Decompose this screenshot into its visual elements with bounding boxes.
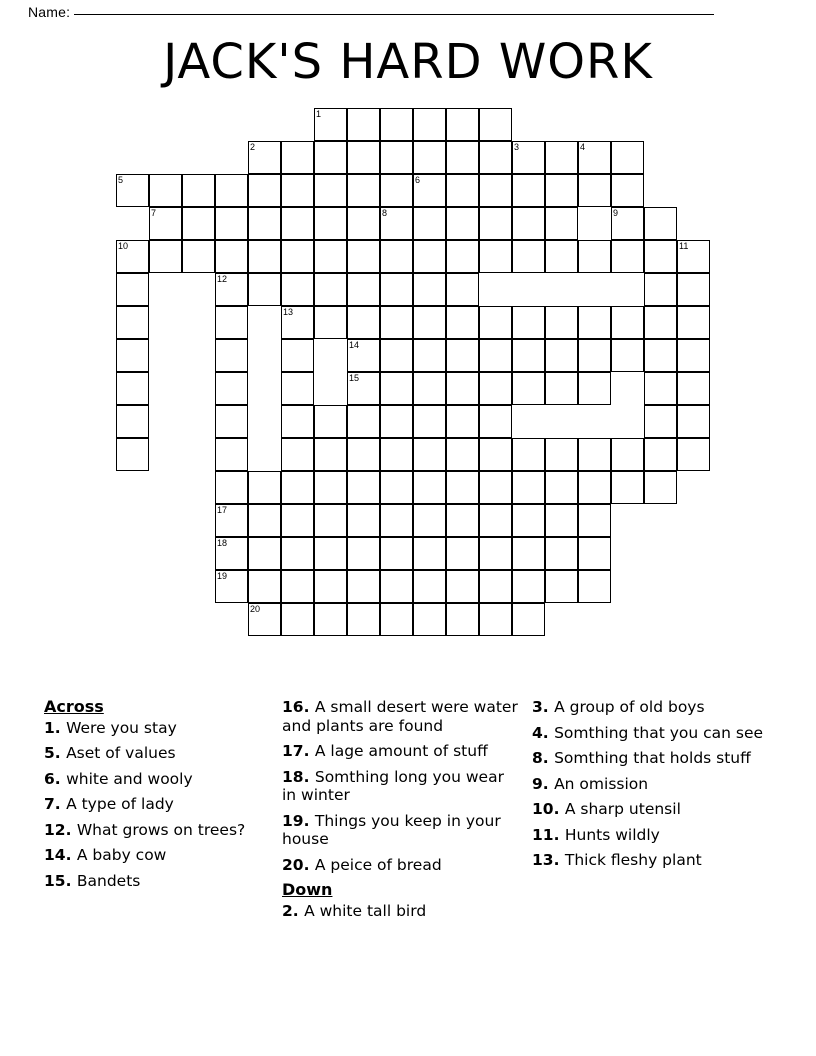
- grid-cell[interactable]: [512, 306, 545, 339]
- grid-cell[interactable]: [347, 108, 380, 141]
- grid-cell[interactable]: [578, 306, 611, 339]
- grid-cell[interactable]: [512, 372, 545, 405]
- grid-cell[interactable]: [611, 438, 644, 471]
- grid-cell[interactable]: [248, 207, 281, 240]
- clue-column-2: [282, 698, 522, 927]
- clue-text: Were you stay: [66, 718, 177, 737]
- grid-cell[interactable]: [578, 537, 611, 570]
- grid-cell[interactable]: [413, 240, 446, 273]
- grid-cell[interactable]: [215, 306, 248, 339]
- grid-cell[interactable]: [314, 207, 347, 240]
- grid-cell[interactable]: [182, 174, 215, 207]
- grid-cell[interactable]: [644, 240, 677, 273]
- grid-cell[interactable]: [512, 537, 545, 570]
- grid-cell[interactable]: [215, 471, 248, 504]
- grid-cell[interactable]: [281, 570, 314, 603]
- grid-cell[interactable]: [149, 240, 182, 273]
- grid-cell[interactable]: [281, 339, 314, 372]
- grid-cell-numbered[interactable]: [512, 141, 545, 174]
- clue-text: Somthing long you wear in winter: [282, 767, 504, 804]
- grid-cell[interactable]: [479, 504, 512, 537]
- grid-cell-numbered[interactable]: [578, 141, 611, 174]
- name-input-rule[interactable]: [74, 14, 714, 15]
- grid-cell-numbered[interactable]: [248, 603, 281, 636]
- grid-cell[interactable]: [479, 174, 512, 207]
- clue-number: 14.: [44, 846, 77, 864]
- clue-down-4: [532, 724, 782, 743]
- grid-cell[interactable]: [644, 405, 677, 438]
- grid-cell[interactable]: [413, 372, 446, 405]
- clues-section: [0, 698, 816, 1048]
- grid-cell-number: 7: [151, 208, 157, 218]
- clue-text: A lage amount of stuff: [314, 742, 488, 760]
- grid-cell-numbered[interactable]: [281, 306, 314, 339]
- clue-number: 10.: [532, 800, 565, 818]
- clue-number: 15.: [44, 871, 77, 890]
- clue-number: 18.: [282, 767, 315, 786]
- grid-cell[interactable]: [314, 306, 347, 339]
- clue-text: Thick fleshy plant: [564, 851, 702, 869]
- grid-cell[interactable]: [281, 405, 314, 438]
- grid-cell[interactable]: [248, 471, 281, 504]
- grid-cell-numbered[interactable]: [215, 570, 248, 603]
- grid-cell[interactable]: [644, 207, 677, 240]
- clue-across-5: [44, 744, 272, 763]
- clue-down-10: [532, 800, 782, 819]
- grid-cell[interactable]: [446, 174, 479, 207]
- clue-number: 11.: [532, 825, 565, 844]
- grid-cell[interactable]: [677, 273, 710, 306]
- crossword-grid[interactable]: [0, 108, 816, 688]
- grid-cell[interactable]: [347, 438, 380, 471]
- grid-cell[interactable]: [347, 207, 380, 240]
- grid-cell[interactable]: [347, 174, 380, 207]
- grid-cell[interactable]: [479, 471, 512, 504]
- grid-cell[interactable]: [446, 471, 479, 504]
- grid-cell[interactable]: [248, 273, 281, 306]
- grid-cell[interactable]: [446, 207, 479, 240]
- grid-cell-number: 4: [580, 142, 586, 152]
- grid-cell[interactable]: [611, 306, 644, 339]
- grid-cell[interactable]: [413, 207, 446, 240]
- grid-cell[interactable]: [380, 306, 413, 339]
- grid-cell[interactable]: [545, 240, 578, 273]
- grid-cell-number: 18: [217, 538, 228, 548]
- grid-cell[interactable]: [677, 405, 710, 438]
- clue-text: Aset of values: [66, 744, 176, 762]
- grid-cell-number: 10: [118, 241, 129, 251]
- grid-cell-numbered[interactable]: [314, 108, 347, 141]
- grid-cell[interactable]: [281, 207, 314, 240]
- grid-cell[interactable]: [149, 174, 182, 207]
- grid-cell[interactable]: [413, 141, 446, 174]
- grid-cell-numbered[interactable]: [611, 207, 644, 240]
- clue-across-1: [44, 719, 272, 738]
- clue-across-18: [282, 768, 522, 805]
- grid-cell[interactable]: [347, 273, 380, 306]
- grid-cell[interactable]: [116, 339, 149, 372]
- grid-cell[interactable]: [182, 240, 215, 273]
- grid-cell[interactable]: [479, 141, 512, 174]
- grid-cell[interactable]: [446, 141, 479, 174]
- clue-down-11: [532, 826, 782, 845]
- grid-cell[interactable]: [215, 438, 248, 471]
- grid-cell-number: 12: [217, 274, 228, 284]
- clue-number: 4.: [532, 723, 555, 742]
- grid-cell[interactable]: [611, 471, 644, 504]
- grid-cell[interactable]: [380, 273, 413, 306]
- clue-across-12: [44, 821, 272, 840]
- grid-cell[interactable]: [314, 141, 347, 174]
- grid-cell[interactable]: [347, 306, 380, 339]
- clue-text: white and wooly: [66, 769, 193, 788]
- grid-cell[interactable]: [677, 372, 710, 405]
- clue-text: An omission: [554, 774, 649, 793]
- grid-cell-number: 3: [514, 142, 520, 152]
- grid-cell[interactable]: [281, 438, 314, 471]
- clue-text: A white tall bird: [304, 901, 427, 920]
- grid-cell[interactable]: [545, 570, 578, 603]
- grid-cell[interactable]: [512, 570, 545, 603]
- grid-cell[interactable]: [446, 438, 479, 471]
- grid-cell[interactable]: [116, 273, 149, 306]
- grid-cell[interactable]: [611, 240, 644, 273]
- grid-cell-number: 19: [217, 571, 228, 581]
- clue-text: What grows on trees?: [76, 820, 246, 839]
- grid-cell[interactable]: [512, 438, 545, 471]
- grid-cell[interactable]: [479, 207, 512, 240]
- grid-cell[interactable]: [116, 372, 149, 405]
- grid-cell[interactable]: [512, 240, 545, 273]
- grid-cell-number: 8: [382, 208, 388, 218]
- grid-cell[interactable]: [545, 504, 578, 537]
- grid-cell[interactable]: [677, 306, 710, 339]
- grid-cell[interactable]: [512, 339, 545, 372]
- grid-cell[interactable]: [380, 174, 413, 207]
- clue-text: Somthing that holds stuff: [554, 749, 751, 767]
- grid-cell[interactable]: [413, 339, 446, 372]
- clue-across-17: [282, 742, 522, 761]
- grid-cell[interactable]: [380, 504, 413, 537]
- grid-cell[interactable]: [545, 141, 578, 174]
- grid-cell[interactable]: [314, 240, 347, 273]
- clue-number: 12.: [44, 820, 77, 839]
- grid-cell[interactable]: [446, 504, 479, 537]
- grid-cell[interactable]: [215, 372, 248, 405]
- grid-cell[interactable]: [215, 207, 248, 240]
- grid-cell[interactable]: [380, 405, 413, 438]
- clue-across-19: [282, 812, 522, 849]
- page-title: JACK'S HARD WORK: [163, 34, 653, 90]
- grid-cell[interactable]: [545, 372, 578, 405]
- grid-cell[interactable]: [545, 537, 578, 570]
- clue-text: Things you keep in your house: [282, 811, 501, 848]
- grid-cell-numbered[interactable]: [215, 273, 248, 306]
- grid-cell[interactable]: [215, 405, 248, 438]
- grid-cell[interactable]: [479, 108, 512, 141]
- grid-cell-numbered[interactable]: [347, 339, 380, 372]
- grid-cell[interactable]: [446, 273, 479, 306]
- clue-down-3: [532, 698, 782, 717]
- grid-cell[interactable]: [347, 504, 380, 537]
- clue-text: A sharp utensil: [564, 800, 681, 818]
- clue-across-16: [282, 698, 522, 735]
- grid-cell[interactable]: [215, 174, 248, 207]
- clue-number: 8.: [532, 749, 555, 767]
- grid-cell[interactable]: [314, 174, 347, 207]
- grid-cell-numbered[interactable]: [215, 537, 248, 570]
- grid-cell[interactable]: [347, 471, 380, 504]
- grid-cell[interactable]: [314, 504, 347, 537]
- grid-cell[interactable]: [347, 141, 380, 174]
- grid-cell[interactable]: [644, 273, 677, 306]
- grid-cell[interactable]: [512, 471, 545, 504]
- grid-cell[interactable]: [578, 339, 611, 372]
- grid-cell[interactable]: [512, 504, 545, 537]
- grid-cell[interactable]: [446, 405, 479, 438]
- grid-cell[interactable]: [248, 537, 281, 570]
- grid-cell[interactable]: [380, 603, 413, 636]
- clue-number: 20.: [282, 855, 315, 874]
- grid-cell[interactable]: [413, 438, 446, 471]
- grid-cell[interactable]: [446, 570, 479, 603]
- clue-number: 1.: [44, 718, 67, 737]
- grid-cell-numbered[interactable]: [149, 207, 182, 240]
- clue-text: Bandets: [76, 871, 141, 890]
- grid-cell[interactable]: [611, 174, 644, 207]
- grid-cell[interactable]: [215, 339, 248, 372]
- grid-cell[interactable]: [611, 339, 644, 372]
- grid-cell[interactable]: [380, 438, 413, 471]
- grid-cell[interactable]: [644, 372, 677, 405]
- grid-cell[interactable]: [446, 372, 479, 405]
- grid-cell[interactable]: [281, 240, 314, 273]
- grid-cell[interactable]: [479, 372, 512, 405]
- grid-cell[interactable]: [413, 603, 446, 636]
- grid-cell-number: 20: [250, 604, 261, 614]
- grid-cell[interactable]: [545, 438, 578, 471]
- grid-cell[interactable]: [347, 405, 380, 438]
- grid-cell[interactable]: [446, 108, 479, 141]
- grid-cell[interactable]: [314, 570, 347, 603]
- grid-cell[interactable]: [446, 603, 479, 636]
- grid-cell[interactable]: [314, 537, 347, 570]
- grid-cell[interactable]: [512, 207, 545, 240]
- grid-cell[interactable]: [314, 603, 347, 636]
- grid-cell[interactable]: [413, 108, 446, 141]
- clue-number: 2.: [282, 901, 305, 920]
- grid-cell[interactable]: [380, 471, 413, 504]
- across-heading: Across: [44, 697, 104, 716]
- grid-cell[interactable]: [578, 372, 611, 405]
- grid-cell-numbered[interactable]: [677, 240, 710, 273]
- grid-cell[interactable]: [578, 471, 611, 504]
- grid-cell-number: 5: [118, 175, 124, 185]
- grid-cell[interactable]: [446, 537, 479, 570]
- grid-cell[interactable]: [182, 207, 215, 240]
- grid-cell[interactable]: [545, 306, 578, 339]
- grid-cell[interactable]: [479, 537, 512, 570]
- grid-cell[interactable]: [380, 537, 413, 570]
- grid-cell[interactable]: [281, 603, 314, 636]
- grid-cell-number: 2: [250, 142, 256, 152]
- grid-cell[interactable]: [281, 471, 314, 504]
- clue-across-7: [44, 795, 272, 814]
- grid-cell[interactable]: [380, 570, 413, 603]
- grid-cell[interactable]: [281, 273, 314, 306]
- grid-cell[interactable]: [380, 108, 413, 141]
- clue-column-3: [532, 698, 782, 877]
- grid-cell[interactable]: [347, 240, 380, 273]
- grid-cell[interactable]: [479, 438, 512, 471]
- grid-cell[interactable]: [413, 471, 446, 504]
- clue-number: 9.: [532, 774, 555, 793]
- grid-cell[interactable]: [479, 240, 512, 273]
- grid-cell[interactable]: [644, 471, 677, 504]
- name-label: Name:: [28, 4, 71, 20]
- grid-cell[interactable]: [644, 438, 677, 471]
- grid-cell[interactable]: [347, 537, 380, 570]
- grid-cell-number: 1: [316, 109, 322, 119]
- grid-cell[interactable]: [215, 240, 248, 273]
- grid-cell-number: 14: [349, 340, 360, 350]
- grid-cell[interactable]: [413, 273, 446, 306]
- grid-cell[interactable]: [380, 339, 413, 372]
- grid-cell-numbered[interactable]: [215, 504, 248, 537]
- grid-cell[interactable]: [545, 339, 578, 372]
- clue-text: A small desert were water and plants are found: [282, 698, 518, 735]
- grid-cell[interactable]: [116, 306, 149, 339]
- grid-cell[interactable]: [248, 570, 281, 603]
- grid-cell[interactable]: [248, 504, 281, 537]
- grid-cell[interactable]: [413, 306, 446, 339]
- grid-cell[interactable]: [380, 240, 413, 273]
- clue-number: 16.: [282, 698, 315, 716]
- grid-cell[interactable]: [248, 240, 281, 273]
- grid-cell[interactable]: [545, 174, 578, 207]
- grid-cell-numbered[interactable]: [248, 141, 281, 174]
- grid-cell[interactable]: [413, 504, 446, 537]
- grid-cell-numbered[interactable]: [116, 240, 149, 273]
- grid-cell[interactable]: [281, 174, 314, 207]
- grid-cell[interactable]: [116, 405, 149, 438]
- grid-cell[interactable]: [479, 405, 512, 438]
- grid-cell[interactable]: [314, 273, 347, 306]
- clue-number: 17.: [282, 742, 315, 760]
- grid-cell[interactable]: [578, 174, 611, 207]
- grid-cell[interactable]: [413, 537, 446, 570]
- grid-cell-number: 15: [349, 373, 360, 383]
- grid-cell[interactable]: [644, 339, 677, 372]
- grid-cell[interactable]: [479, 603, 512, 636]
- grid-cell[interactable]: [380, 141, 413, 174]
- grid-cell[interactable]: [479, 306, 512, 339]
- grid-cell[interactable]: [281, 537, 314, 570]
- grid-cell[interactable]: [578, 438, 611, 471]
- grid-cell[interactable]: [512, 603, 545, 636]
- grid-cell[interactable]: [578, 570, 611, 603]
- clue-down-8: [532, 749, 782, 768]
- name-field[interactable]: [28, 4, 714, 20]
- clue-text: Hunts wildly: [564, 825, 660, 844]
- clue-number: 13.: [532, 851, 565, 869]
- clue-number: 7.: [44, 795, 67, 813]
- grid-cell[interactable]: [380, 372, 413, 405]
- clue-number: 19.: [282, 811, 315, 830]
- grid-cell[interactable]: [512, 174, 545, 207]
- grid-cell[interactable]: [611, 141, 644, 174]
- clue-down-9: [532, 775, 782, 794]
- grid-cell[interactable]: [347, 603, 380, 636]
- grid-cell-number: 13: [283, 307, 294, 317]
- grid-cell[interactable]: [545, 471, 578, 504]
- clue-across-20: [282, 856, 522, 875]
- grid-cell[interactable]: [677, 339, 710, 372]
- grid-cell-number: 17: [217, 505, 228, 515]
- grid-cell[interactable]: [545, 207, 578, 240]
- grid-cell[interactable]: [446, 306, 479, 339]
- clue-down-13: [532, 851, 782, 870]
- grid-cell-number: 9: [613, 208, 619, 218]
- grid-cell[interactable]: [314, 438, 347, 471]
- down-heading: Down: [282, 880, 333, 899]
- grid-cell[interactable]: [281, 141, 314, 174]
- clue-across-14: [44, 846, 272, 865]
- grid-cell[interactable]: [479, 339, 512, 372]
- clue-text: Somthing that you can see: [554, 723, 764, 742]
- grid-cell[interactable]: [644, 306, 677, 339]
- grid-cell[interactable]: [347, 570, 380, 603]
- grid-cell-numbered[interactable]: [413, 174, 446, 207]
- clue-text: A type of lady: [66, 795, 174, 813]
- clue-text: A baby cow: [76, 846, 167, 864]
- clue-number: 5.: [44, 744, 67, 762]
- grid-cell-numbered[interactable]: [116, 174, 149, 207]
- grid-cell[interactable]: [413, 570, 446, 603]
- grid-cell[interactable]: [446, 339, 479, 372]
- grid-cell-numbered[interactable]: [380, 207, 413, 240]
- clue-down-2: [282, 902, 522, 921]
- grid-cell[interactable]: [281, 504, 314, 537]
- grid-cell-number: 6: [415, 175, 421, 185]
- clue-across-6: [44, 770, 272, 789]
- grid-cell[interactable]: [677, 438, 710, 471]
- clue-number: 6.: [44, 769, 67, 788]
- grid-cell[interactable]: [314, 405, 347, 438]
- grid-cell[interactable]: [446, 240, 479, 273]
- grid-cell[interactable]: [281, 372, 314, 405]
- clue-number: 3.: [532, 698, 555, 716]
- grid-cell[interactable]: [116, 438, 149, 471]
- clue-text: A peice of bread: [314, 855, 442, 874]
- grid-cell[interactable]: [578, 240, 611, 273]
- grid-cell[interactable]: [248, 174, 281, 207]
- grid-cell[interactable]: [479, 570, 512, 603]
- clue-column-1: [44, 698, 272, 897]
- grid-cell[interactable]: [413, 405, 446, 438]
- clue-text: A group of old boys: [554, 698, 705, 716]
- grid-cell[interactable]: [578, 504, 611, 537]
- grid-cell[interactable]: [314, 471, 347, 504]
- clue-across-15: [44, 872, 272, 891]
- grid-cell-number: 11: [679, 241, 689, 251]
- grid-cell-numbered[interactable]: [347, 372, 380, 405]
